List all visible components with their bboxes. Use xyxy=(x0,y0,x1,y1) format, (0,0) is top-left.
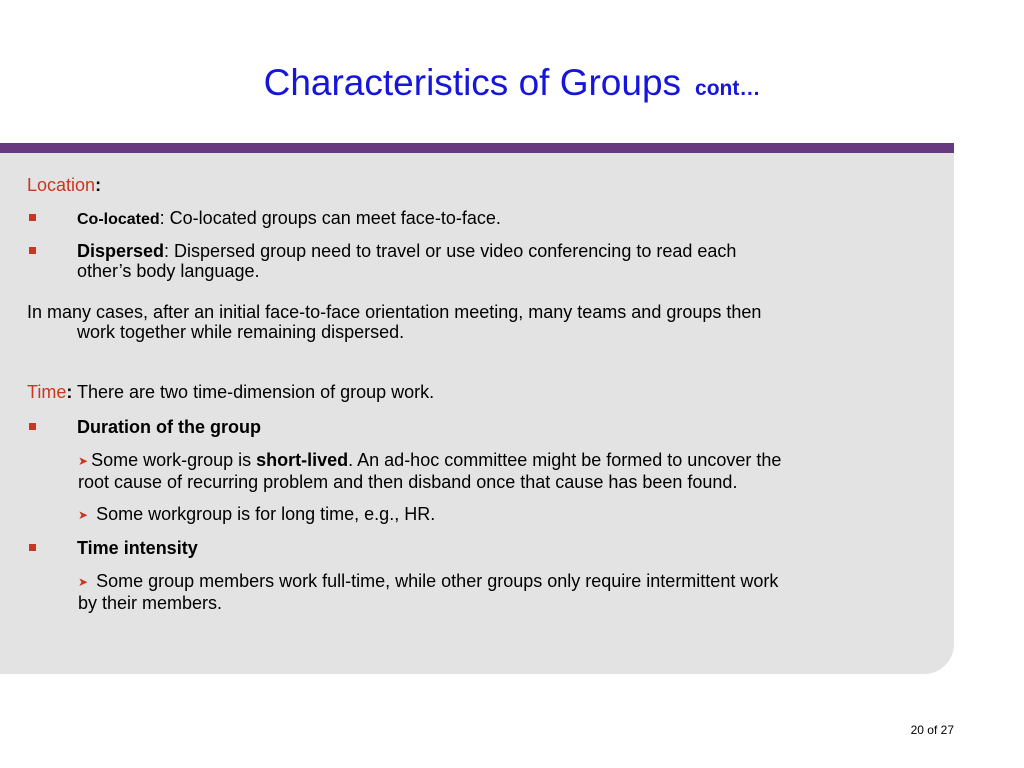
list-item-co-located xyxy=(77,208,917,230)
list-item-dispersed xyxy=(77,241,917,281)
intensity-point-1-line2: by their members. xyxy=(78,593,223,613)
square-bullet-icon xyxy=(29,214,36,221)
time-heading-line xyxy=(27,382,434,402)
square-bullet-icon xyxy=(29,544,36,551)
duration-point-1 xyxy=(78,450,918,492)
duration-label: Duration of the group xyxy=(77,417,261,437)
time-heading-colon: : xyxy=(66,382,73,402)
duration-point-1-line2: root cause of recurring problem and then disband once that cause has been found. xyxy=(78,472,738,492)
arrow-bullet-icon: ➤ xyxy=(78,454,89,468)
text-dispersed-line1: : Dispersed group need to travel or use video conferencing to read each xyxy=(164,241,737,261)
slide-title-row xyxy=(0,62,1024,104)
intensity-point-1 xyxy=(78,571,918,613)
square-bullet-icon xyxy=(29,423,36,430)
page-number: 20 of 27 xyxy=(910,723,954,737)
text-co-located: : Co-located groups can meet face-to-face. xyxy=(159,208,501,228)
duration-point-2-text: Some workgroup is for long time, e.g., HR. xyxy=(91,504,436,524)
paragraph-line2: work together while remaining dispersed. xyxy=(77,322,405,342)
content-panel xyxy=(0,143,954,674)
intensity-point-1-line1: Some group members work full-time, while other groups only require intermittent work xyxy=(91,571,779,591)
time-heading: Time xyxy=(27,382,67,402)
duration-point-1-after: . An ad-hoc committee might be formed to uncover the xyxy=(348,450,782,470)
slide-title: Characteristics of Groups xyxy=(263,62,682,103)
location-heading-line xyxy=(27,175,101,195)
slide-title-suffix: cont… xyxy=(695,77,761,100)
duration-point-2 xyxy=(78,504,918,526)
paragraph-line1: In many cases, after an initial face-to-face orientation meeting, many teams and groups then xyxy=(27,302,762,322)
term-co-located: Co-located xyxy=(77,211,160,228)
arrow-bullet-icon: ➤ xyxy=(78,508,89,522)
text-dispersed-line2: other’s body language. xyxy=(77,261,260,281)
duration-point-1-bold: short-lived xyxy=(256,450,349,470)
location-heading: Location xyxy=(27,175,96,195)
location-heading-colon: : xyxy=(95,175,102,195)
term-dispersed: Dispersed xyxy=(77,241,165,261)
intensity-label: Time intensity xyxy=(77,538,198,558)
duration-point-1-before: Some work-group is xyxy=(91,450,257,470)
location-paragraph xyxy=(27,302,907,342)
arrow-bullet-icon: ➤ xyxy=(78,575,89,589)
square-bullet-icon xyxy=(29,247,36,254)
time-intro: There are two time-dimension of group work. xyxy=(72,382,435,402)
